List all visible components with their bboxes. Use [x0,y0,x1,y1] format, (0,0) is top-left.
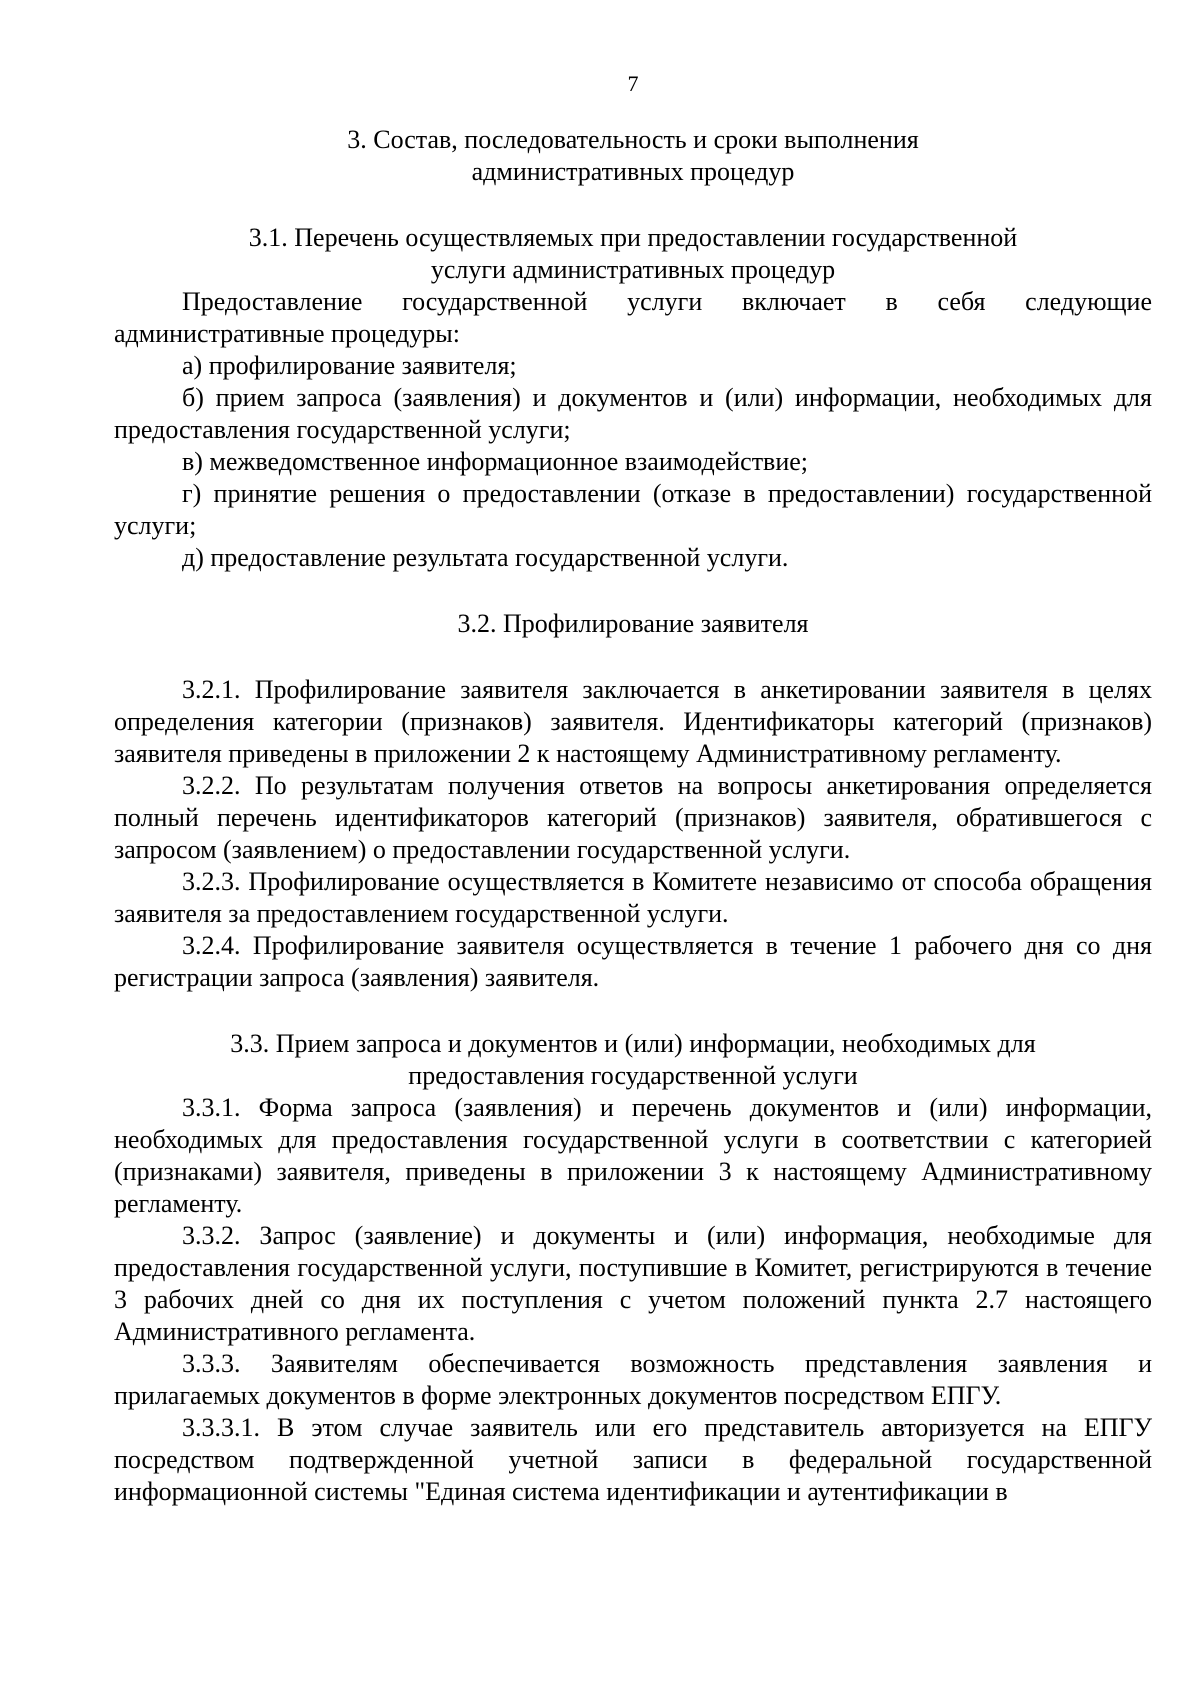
spacer [114,994,1152,1028]
spacer [114,188,1152,222]
document-body [114,124,1152,1508]
paragraph: 3.2.3. Профилирование осуществляется в Комитете независимо от способа обращения заявителя за предоставлением государственной услуги. [114,867,1152,928]
section-3-3-title-line-2: предоставления государственной услуги [408,1061,858,1090]
list-item: д) предоставление результата государственной услуги. [182,543,789,572]
list-item: б) прием запроса (заявления) и документов и (или) информации, необходимых для предоставления государственной услуги; [114,383,1152,444]
list-item: а) профилирование заявителя; [182,351,517,380]
paragraph: 3.2.2. По результатам получения ответов на вопросы анкетирования определяется полный перечень идентификаторов категорий (признаков) заявителя, обратившегося с запросом (заявлением) о предоставлении государственной услуги. [114,771,1152,864]
paragraph: 3.2.4. Профилирование заявителя осуществляется в течение 1 рабочего дня со дня регистрации запроса (заявления) заявителя. [114,931,1152,992]
paragraph: 3.3.1. Форма запроса (заявления) и перечень документов и (или) информации, необходимых для предоставления государственной услуги в соответствии с категорией (признаками) заявителя, приведены в приложении 3 к настоящему Административному регламенту. [114,1093,1152,1218]
paragraph: 3.2.1. Профилирование заявителя заключается в анкетировании заявителя в целях определения категории (признаков) заявителя. Идентификаторы категорий (признаков) заявителя приведены в приложении 2 к настоящему Административному регламенту. [114,675,1152,768]
section-3-title-line-2: административных процедур [471,157,795,186]
section-3-1-title-line-2: услуги административных процедур [430,255,836,284]
section-3-1-title-line-1: 3.1. Перечень осуществляемых при предоставлении государственной [248,223,1018,252]
section-3-title-line-1: 3. Состав, последовательность и сроки выполнения [347,125,919,154]
section-3-heading [114,124,1152,188]
paragraph: 3.3.3.1. В этом случае заявитель или его представитель авторизуется на ЕПГУ посредством подтвержденной учетной записи в федеральной государственной информационной системы "Единая система идентификации и аутентификации в [114,1413,1152,1506]
list-item: г) принятие решения о предоставлении (отказе в предоставлении) государственной услуги; [114,479,1152,540]
section-3-2-title: 3.2. Профилирование заявителя [457,609,809,638]
spacer [114,640,1152,674]
paragraph: 3.3.3. Заявителям обеспечивается возможность представления заявления и прилагаемых документов в форме электронных документов посредством ЕПГУ. [114,1349,1152,1410]
page-number: 7 [627,71,639,96]
spacer [114,574,1152,608]
paragraph: Предоставление государственной услуги включает в себя следующие административные процедуры: [114,287,1152,348]
section-3-3-title-line-1: 3.3. Прием запроса и документов и (или) информации, необходимых для [230,1029,1036,1058]
section-3-2-heading [114,608,1152,640]
section-3-1-heading [114,222,1152,286]
list-item: в) межведомственное информационное взаимодействие; [182,447,809,476]
paragraph: 3.3.2. Запрос (заявление) и документы и (или) информация, необходимые для предоставления государственной услуги, поступившие в Комитет, регистрируются в течение 3 рабочих дней со дня их поступления с учетом положений пункта 2.7 настоящего Административного регламента. [114,1221,1152,1346]
section-3-3-heading [114,1028,1152,1092]
